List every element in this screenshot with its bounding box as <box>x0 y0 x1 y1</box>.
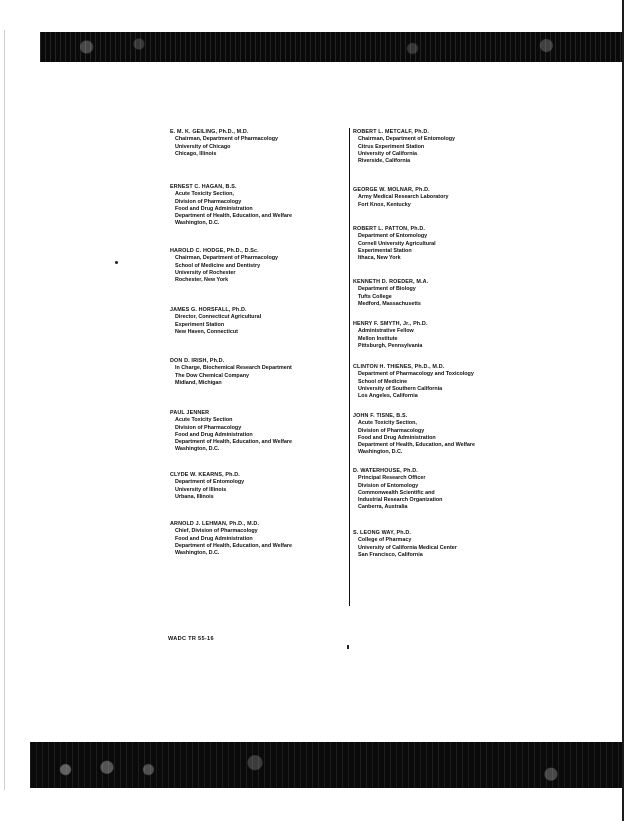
entry-line: University of California Medical Center <box>358 544 457 551</box>
entry-line: New Haven, Connecticut <box>175 328 238 335</box>
left-entry-1 <box>170 129 278 158</box>
entry-line: Division of Pharmacology <box>175 198 242 205</box>
left-entry-5 <box>170 358 292 387</box>
entry-line: Washington, D.C. <box>358 449 403 456</box>
entry-line: Canberra, Australia <box>358 504 408 511</box>
entry-line: Food and Drug Administration <box>175 535 253 542</box>
entry-line: Department of Health, Education, and Welfare <box>175 213 293 220</box>
entry-line: Acute Toxicity Section, <box>358 420 417 427</box>
entry-line: Citrus Experiment Station <box>358 143 425 150</box>
entry-line: Food and Drug Administration <box>175 205 253 212</box>
entry-name: ROBERT L. METCALF, Ph.D. <box>353 129 430 135</box>
stray-mark <box>115 261 118 264</box>
right-entry-1 <box>353 129 455 165</box>
entry-line: Director, Connecticut Agricultural <box>175 314 262 321</box>
right-entry-7 <box>353 413 475 457</box>
entry-name: S. LEONG WAY, Ph.D. <box>353 530 412 536</box>
entry-line: Division of Pharmacology <box>175 424 242 431</box>
right-entry-2 <box>353 187 448 209</box>
entry-line: Food and Drug Administration <box>358 434 436 441</box>
entry-name: D. WATERHOUSE, Ph.D. <box>353 468 418 474</box>
entry-name: KENNETH D. ROEDER, M.A. <box>353 279 429 285</box>
entry-line: The Dow Chemical Company <box>175 372 249 379</box>
column-divider <box>349 128 350 606</box>
entry-line: Department of Health, Education, and Welfare <box>358 442 476 449</box>
entry-line: Chairman, Department of Pharmacology <box>175 255 279 262</box>
entry-line: University of Illinois <box>175 486 227 493</box>
entry-line: Department of Pharmacology and Toxicology <box>358 371 474 378</box>
entry-line: Washington, D.C. <box>175 550 220 557</box>
left-entry-7 <box>170 472 244 501</box>
entry-line: Experiment Station <box>175 321 225 328</box>
entry-name: JOHN F. TISNE, B.S. <box>353 413 408 419</box>
scan-border-top <box>40 32 622 62</box>
entry-line: Experimental Station <box>358 247 412 254</box>
stray-mark <box>347 645 349 649</box>
right-entry-9 <box>353 530 457 559</box>
entry-line: Cornell University Agricultural <box>358 240 436 247</box>
right-entry-5 <box>353 321 428 350</box>
entry-line: University of Southern California <box>358 385 443 392</box>
entry-line: San Francisco, California <box>358 551 423 558</box>
left-entry-6 <box>170 410 292 454</box>
entry-line: Department of Entomology <box>175 479 245 486</box>
entry-line: Fort Knox, Kentucky <box>358 201 411 208</box>
entry-name: GEORGE W. MOLNAR, Ph.D. <box>353 187 430 193</box>
entry-line: Army Medical Research Laboratory <box>358 194 449 201</box>
entry-line: Department of Entomology <box>358 233 428 240</box>
entry-line: Administrative Fellow <box>358 328 414 335</box>
entry-line: Rochester, New York <box>175 277 229 284</box>
entry-line: School of Medicine and Dentistry <box>175 262 261 269</box>
entry-line: Department of Biology <box>358 286 416 293</box>
entry-line: School of Medicine <box>358 378 408 385</box>
entry-line: Chairman, Department of Entomology <box>358 136 456 143</box>
entry-line: Midland, Michigan <box>175 379 222 386</box>
entry-line: Urbana, Illinois <box>175 493 214 500</box>
entry-name: CLINTON H. THIENES, Ph.D., M.D. <box>353 364 445 370</box>
entry-name: HAROLD C. HODGE, Ph.D., D.Sc. <box>170 248 259 254</box>
report-number: WADC TR 55-16 <box>168 636 214 642</box>
scan-border-bottom <box>30 742 622 788</box>
entry-name: E. M. K. GEILING, Ph.D., M.D. <box>170 129 249 135</box>
page-edge-left <box>4 30 5 790</box>
entry-line: University of California <box>358 150 418 157</box>
entry-line: Division of Entomology <box>358 482 419 489</box>
right-entry-3 <box>353 226 436 262</box>
entry-line: Ithaca, New York <box>358 255 401 262</box>
entry-line: Food and Drug Administration <box>175 431 253 438</box>
entry-name: ROBERT L. PATTON, Ph.D. <box>353 226 426 232</box>
right-entry-6 <box>353 364 474 400</box>
entry-line: Department of Health, Education, and Welfare <box>175 542 293 549</box>
entry-line: Chief, Division of Pharmacology <box>175 528 258 535</box>
entry-name: ERNEST C. HAGAN, B.S. <box>170 184 237 190</box>
entry-line: In Charge, Biochemical Research Department <box>175 365 292 372</box>
entry-line: Division of Pharmacology <box>358 427 425 434</box>
entry-line: University of Chicago <box>175 143 231 150</box>
entry-name: JAMES G. HORSFALL, Ph.D. <box>170 307 247 313</box>
entry-line: Chicago, Illinois <box>175 150 217 157</box>
page-edge-right <box>622 0 624 821</box>
entry-line: Los Angeles, California <box>358 393 418 400</box>
entry-line: Pittsburgh, Pennsylvania <box>358 342 423 349</box>
entry-name: PAUL JENNER <box>170 410 210 416</box>
entry-line: Commonwealth Scientific and <box>358 489 435 496</box>
entry-line: College of Pharmacy <box>358 537 412 544</box>
left-entry-2 <box>170 184 292 228</box>
left-entry-8 <box>170 521 292 557</box>
entry-line: Washington, D.C. <box>175 446 220 453</box>
entry-name: CLYDE W. KEARNS, Ph.D. <box>170 472 240 478</box>
entry-line: Mellon Institute <box>358 335 398 342</box>
entry-line: Department of Health, Education, and Welfare <box>175 439 293 446</box>
entry-line: Tufts College <box>358 293 392 300</box>
left-entry-3 <box>170 248 278 284</box>
entry-name: DON D. IRISH, Ph.D. <box>170 358 225 364</box>
entry-line: Washington, D.C. <box>175 220 220 227</box>
entry-line: University of Rochester <box>175 269 236 276</box>
right-entry-8 <box>353 468 442 512</box>
entry-line: Acute Toxicity Section, <box>175 191 234 198</box>
entry-line: Riverside, California <box>358 158 411 165</box>
entry-name: HENRY F. SMYTH, Jr., Ph.D. <box>353 321 428 327</box>
entry-name: ARNOLD J. LEHMAN, Ph.D., M.D. <box>170 521 260 527</box>
entry-line: Acute Toxicity Section <box>175 417 233 424</box>
left-entry-4 <box>170 307 261 336</box>
entry-line: Principal Research Officer <box>358 475 426 482</box>
entry-line: Medford, Massachusetts <box>358 300 421 307</box>
entry-line: Chairman, Department of Pharmacology <box>175 136 279 143</box>
right-entry-4 <box>353 279 428 308</box>
entry-line: Industrial Research Organization <box>358 497 443 504</box>
